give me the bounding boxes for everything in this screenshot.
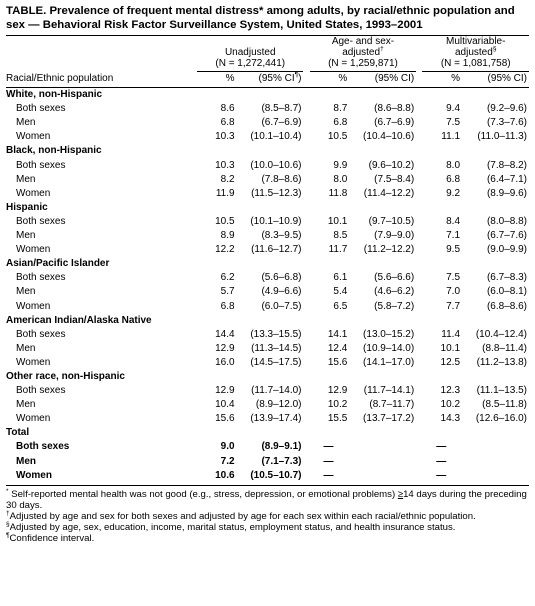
percent-cell: 8.0 <box>333 173 348 185</box>
section-header-row <box>6 426 529 440</box>
row-label: Women <box>16 356 51 368</box>
percent-cell: 6.5 <box>333 300 348 312</box>
percent-cell: 7.0 <box>446 286 461 298</box>
header-pct: % <box>422 72 460 88</box>
row-label: Both sexes <box>16 328 66 340</box>
ci-cell: (11.4–12.2) <box>363 187 415 199</box>
table-row <box>6 229 529 243</box>
table-row <box>6 398 529 412</box>
ci-cell <box>460 440 529 454</box>
table-row <box>6 173 529 187</box>
percent-cell: 6.2 <box>220 272 235 284</box>
percent-cell: 12.9 <box>327 385 348 397</box>
percent-cell: 6.8 <box>220 300 235 312</box>
section-header-row <box>6 144 529 158</box>
table-row <box>6 187 529 201</box>
percent-cell: 7.2 <box>220 455 235 467</box>
row-label: Both sexes <box>16 215 66 227</box>
table-title: TABLE. Prevalence of frequent mental distress* among adults, by racial/ethnic population and sex — Behavioral Risk Factor Surveillance System, United States, 1993–2001 <box>6 5 515 31</box>
ci-cell: (6.7–8.3) <box>486 272 527 284</box>
percent-cell: — <box>323 469 334 481</box>
ci-cell: (8.0–8.8) <box>486 215 527 227</box>
table-row <box>6 384 529 398</box>
header-pct: % <box>310 72 348 88</box>
ci-cell: (13.7–17.2) <box>363 413 415 425</box>
percent-cell: — <box>323 455 334 467</box>
percent-cell: 7.5 <box>446 117 461 129</box>
percent-cell: 11.4 <box>441 328 461 340</box>
ci-cell: (9.7–10.5) <box>368 215 415 227</box>
ci-cell: (6.7–6.9) <box>261 117 302 129</box>
ci-cell: (6.0–7.5) <box>261 300 302 312</box>
ci-cell: (6.7–7.6) <box>486 230 527 242</box>
ci-cell: (11.7–14.1) <box>363 385 415 397</box>
percent-cell: 9.2 <box>446 187 461 199</box>
percent-cell: 11.9 <box>215 187 235 199</box>
percent-cell: 10.5 <box>327 131 348 143</box>
percent-cell: 12.5 <box>440 356 461 368</box>
ci-cell: (10.1–10.9) <box>250 215 302 227</box>
percent-cell: 8.4 <box>446 215 461 227</box>
percent-cell: 9.9 <box>333 159 348 171</box>
percent-cell: 10.3 <box>215 159 235 171</box>
ci-cell: (8.5–8.7) <box>261 103 302 115</box>
row-label: Both sexes <box>16 272 66 284</box>
percent-cell: 10.6 <box>215 469 235 481</box>
table-row <box>6 469 529 483</box>
header-label: Racial/Ethnic population <box>6 72 197 88</box>
percent-cell: 11.7 <box>328 244 348 256</box>
section-header-row <box>6 314 529 328</box>
percent-cell: 6.8 <box>446 173 461 185</box>
table-row <box>6 159 529 173</box>
percent-cell: — <box>436 469 447 481</box>
percent-cell: 7.1 <box>446 230 461 242</box>
section-name: Total <box>6 427 30 439</box>
ci-cell: (4.6–6.2) <box>374 286 415 298</box>
section-name: American Indian/Alaska Native <box>6 314 152 326</box>
ci-cell: (5.8–7.2) <box>374 300 415 312</box>
table-row <box>6 455 529 469</box>
percent-cell: 12.2 <box>215 244 235 256</box>
footnotes <box>6 485 529 544</box>
row-label: Both sexes <box>16 159 66 171</box>
table-row <box>6 285 529 299</box>
percent-cell: — <box>323 441 334 453</box>
row-label: Both sexes <box>16 103 66 115</box>
ci-cell: (11.5–12.3) <box>251 187 302 199</box>
percent-cell: 7.5 <box>446 272 461 284</box>
ci-cell: (11.6–12.7) <box>251 244 302 256</box>
section-name: Asian/Pacific Islander <box>6 258 110 270</box>
ci-cell <box>347 469 416 483</box>
ci-cell: (14.1–17.0) <box>363 356 415 368</box>
row-label: Women <box>16 131 51 143</box>
row-label: Women <box>16 413 51 425</box>
row-label: Women <box>16 469 52 481</box>
section-header-row <box>6 257 529 271</box>
group-header-unadjusted: Unadjusted (N = 1,272,441) <box>197 36 303 72</box>
percent-cell: 6.1 <box>333 272 348 284</box>
header-ci: (95% CI) <box>460 72 529 88</box>
percent-cell: 8.2 <box>220 173 235 185</box>
ci-cell: (9.0–9.9) <box>486 244 527 256</box>
percent-cell: 11.1 <box>441 131 461 143</box>
group-header-multivariable-adjusted: Multivariable- adjusted§ (N = 1,081,758) <box>422 36 529 72</box>
row-label: Men <box>16 342 36 354</box>
ci-cell: (10.1–10.4) <box>250 131 302 143</box>
table-row <box>6 356 529 370</box>
ci-cell: (7.8–8.2) <box>486 159 527 171</box>
row-label: Women <box>16 244 51 256</box>
ci-cell: (11.0–11.3) <box>477 131 527 143</box>
table-body <box>6 88 529 483</box>
row-label: Men <box>16 117 36 129</box>
percent-cell: 6.8 <box>220 117 235 129</box>
percent-cell: 9.0 <box>220 441 235 453</box>
ci-cell: (8.9–9.6) <box>486 187 527 199</box>
ci-cell: (6.7–6.9) <box>374 117 415 129</box>
table-row <box>6 130 529 144</box>
ci-cell: (8.9–12.0) <box>255 399 302 411</box>
table-row <box>6 412 529 426</box>
row-label: Both sexes <box>16 441 70 453</box>
percent-cell: 6.8 <box>333 117 348 129</box>
table-row <box>6 440 529 454</box>
ci-cell: (10.9–14.0) <box>363 342 415 354</box>
group-header-age-sex-adjusted: Age- and sex- adjusted† (N = 1,259,871) <box>310 36 416 72</box>
percent-cell: 15.6 <box>215 413 235 425</box>
table-row <box>6 271 529 285</box>
percent-cell: 8.9 <box>220 230 235 242</box>
ci-cell: (7.9–9.0) <box>374 230 415 242</box>
ci-cell: (5.6–6.6) <box>374 272 415 284</box>
percent-cell: 9.4 <box>446 103 461 115</box>
percent-cell: 15.6 <box>327 356 348 368</box>
ci-cell <box>347 440 416 454</box>
ci-cell: (13.9–17.4) <box>250 413 302 425</box>
ci-cell: (11.2–13.8) <box>476 356 527 368</box>
percent-cell: 12.9 <box>215 342 235 354</box>
ci-cell <box>347 455 416 469</box>
ci-cell: (7.8–8.6) <box>261 173 302 185</box>
ci-cell: (8.7–11.7) <box>369 399 415 411</box>
percent-cell: 10.2 <box>440 399 461 411</box>
percent-cell: 8.0 <box>446 159 461 171</box>
ci-cell: (13.0–15.2) <box>363 328 415 340</box>
section-name: Hispanic <box>6 201 48 213</box>
percent-cell: 16.0 <box>215 356 235 368</box>
ci-cell: (8.3–9.5) <box>261 230 302 242</box>
row-label: Men <box>16 399 36 411</box>
ci-cell: (11.3–14.5) <box>251 342 302 354</box>
percent-cell: 10.4 <box>215 399 235 411</box>
table-row <box>6 328 529 342</box>
table-row <box>6 215 529 229</box>
header-ci: (95% CI¶) <box>235 72 304 88</box>
column-header-row <box>6 72 529 88</box>
prevalence-table <box>6 36 529 483</box>
column-group-header <box>6 36 529 72</box>
ci-cell: (8.5–11.8) <box>482 399 527 411</box>
percent-cell: 14.1 <box>327 328 348 340</box>
table-row <box>6 342 529 356</box>
ci-cell <box>460 469 529 483</box>
footnote-multivariable-adjusted: §Adjusted by age, sex, education, income, marital status, employment status, and health insurance status. <box>6 520 456 533</box>
ci-cell <box>460 455 529 469</box>
table-row <box>6 243 529 257</box>
ci-cell: (5.6–6.8) <box>261 272 302 284</box>
percent-cell: 12.4 <box>327 342 348 354</box>
percent-cell: — <box>436 455 447 467</box>
ci-cell: (6.0–8.1) <box>486 286 527 298</box>
header-ci: (95% CI) <box>347 72 416 88</box>
percent-cell: 10.2 <box>327 399 348 411</box>
ci-cell: (7.3–7.6) <box>486 117 527 129</box>
ci-cell: (7.5–8.4) <box>374 173 415 185</box>
ci-cell: (4.9–6.6) <box>261 286 302 298</box>
percent-cell: 10.1 <box>440 342 461 354</box>
percent-cell: 8.7 <box>333 103 348 115</box>
ci-cell: (6.8–8.6) <box>486 300 527 312</box>
ci-cell: (8.8–11.4) <box>482 342 527 354</box>
percent-cell: 15.5 <box>327 413 348 425</box>
footnote-definition: * Self-reported mental health was not good (e.g., stress, depression, or emotional problems) ≥14 days during the preceding 30 days. <box>6 487 527 511</box>
row-label: Men <box>16 286 36 298</box>
ci-cell: (9.6–10.2) <box>368 159 415 171</box>
ci-cell: (11.7–14.0) <box>251 385 302 397</box>
section-name: Other race, non-Hispanic <box>6 370 125 382</box>
table-row <box>6 116 529 130</box>
row-label: Women <box>16 300 51 312</box>
ci-cell: (10.0–10.6) <box>250 159 302 171</box>
ci-cell: (10.5–10.7) <box>250 469 302 481</box>
section-name: White, non-Hispanic <box>6 89 103 101</box>
ci-cell: (7.1–7.3) <box>261 455 302 467</box>
row-label: Men <box>16 455 36 467</box>
percent-cell: 10.1 <box>327 215 348 227</box>
header-pct: % <box>197 72 235 88</box>
percent-cell: 11.8 <box>328 187 348 199</box>
table-row <box>6 300 529 314</box>
ci-cell: (8.9–9.1) <box>261 441 302 453</box>
section-header-row <box>6 88 529 103</box>
percent-cell: 12.9 <box>215 385 235 397</box>
ci-cell: (8.6–8.8) <box>374 103 415 115</box>
row-label: Women <box>16 187 51 199</box>
ci-cell: (6.4–7.1) <box>486 173 527 185</box>
section-name: Black, non-Hispanic <box>6 145 102 157</box>
percent-cell: 9.5 <box>446 244 461 256</box>
section-header-row <box>6 370 529 384</box>
percent-cell: — <box>436 441 447 453</box>
ci-cell: (11.1–13.5) <box>476 385 527 397</box>
ci-cell: (9.2–9.6) <box>486 103 527 115</box>
ci-cell: (10.4–10.6) <box>363 131 415 143</box>
percent-cell: 14.4 <box>215 328 235 340</box>
percent-cell: 10.5 <box>215 215 235 227</box>
percent-cell: 8.6 <box>220 103 235 115</box>
percent-cell: 10.3 <box>215 131 235 143</box>
table-row <box>6 102 529 116</box>
percent-cell: 14.3 <box>440 413 461 425</box>
row-label: Men <box>16 173 36 185</box>
ci-cell: (12.6–16.0) <box>475 413 527 425</box>
row-label: Men <box>16 230 36 242</box>
percent-cell: 8.5 <box>333 230 348 242</box>
percent-cell: 7.7 <box>446 300 461 312</box>
ci-cell: (11.2–12.2) <box>363 244 415 256</box>
footnote-confidence-interval: ¶Confidence interval. <box>6 531 95 545</box>
percent-cell: 5.7 <box>220 286 235 298</box>
row-label: Both sexes <box>16 385 66 397</box>
ci-cell: (14.5–17.5) <box>250 356 302 368</box>
section-header-row <box>6 201 529 215</box>
percent-cell: 12.3 <box>440 385 461 397</box>
ci-cell: (13.3–15.5) <box>250 328 302 340</box>
ci-cell: (10.4–12.4) <box>475 328 527 340</box>
footnote-age-sex-adjusted: †Adjusted by age and sex for both sexes and adjusted by age for each sex within each racial/ethnic population. <box>6 509 476 522</box>
percent-cell: 5.4 <box>333 286 348 298</box>
